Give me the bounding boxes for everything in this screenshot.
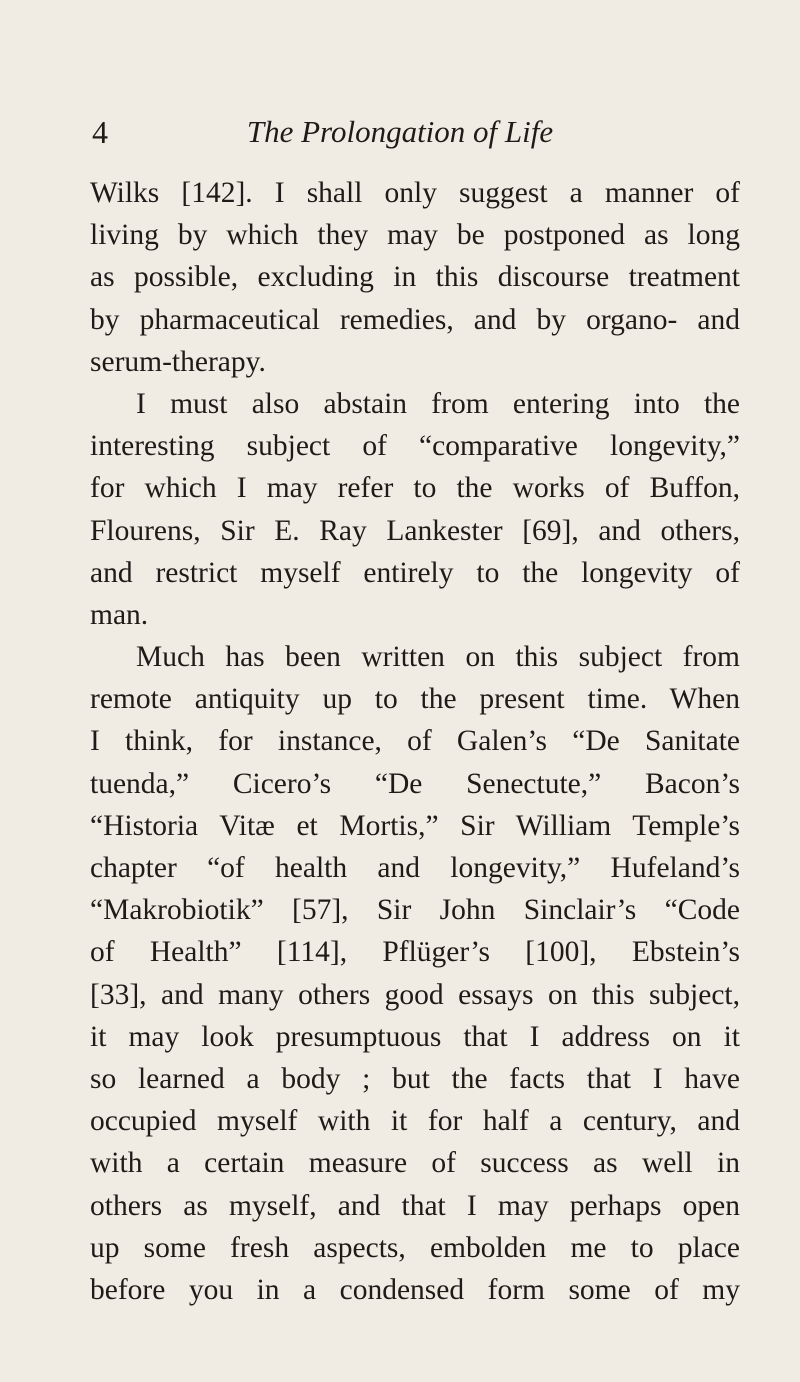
text-line: for which I may refer to the works of Buffon, <box>90 472 740 505</box>
text-line: it may look presumptuous that I address on it <box>90 1020 740 1053</box>
body-text <box>90 172 740 1311</box>
text-line: and restrict myself entirely to the longevity of <box>90 556 740 589</box>
text-line: as possible, excluding in this discourse treatment <box>90 261 740 294</box>
text-line: I must also abstain from entering into the <box>136 387 740 420</box>
text-line: before you in a condensed form some of my <box>90 1273 740 1306</box>
text-line: chapter “of health and longevity,” Hufeland’s <box>90 852 740 884</box>
text-line: Wilks [142]. I shall only suggest a manner of <box>90 177 740 209</box>
text-line: occupied myself with it for half a century, and <box>90 1105 740 1138</box>
text-line: Flourens, Sir E. Ray Lankester [69], and others, <box>90 514 740 547</box>
text-line: tuenda,” Cicero’s “De Senectute,” Bacon’s <box>90 767 740 800</box>
text-line: living by which they may be postponed as long <box>90 219 740 252</box>
text-line: by pharmaceutical remedies, and by organo- and <box>90 303 740 336</box>
running-title: The Prolongation of Life <box>246 114 554 149</box>
page-header <box>0 112 800 152</box>
text-line: so learned a body ; but the facts that I have <box>90 1062 740 1095</box>
text-line: up some fresh aspects, embolden me to place <box>90 1231 740 1264</box>
text-line: “Makrobiotik” [57], Sir John Sinclair’s “Code <box>90 894 740 927</box>
text-line: with a certain measure of success as well in <box>90 1147 740 1180</box>
text-line: “Historia Vitæ et Mortis,” Sir William Temple’s <box>90 809 740 842</box>
page-number: 4 <box>92 114 108 150</box>
text-line: Much has been written on this subject from <box>136 641 740 674</box>
text-line: man. <box>90 598 149 631</box>
text-line: of Health” [114], Pflüger’s [100], Ebstein’s <box>90 936 740 969</box>
text-line: others as myself, and that I may perhaps open <box>90 1189 740 1222</box>
text-line: serum-therapy. <box>90 345 266 378</box>
text-line: remote antiquity up to the present time. When <box>90 683 740 716</box>
text-line: [33], and many others good essays on this subject, <box>90 978 740 1011</box>
text-line: interesting subject of “comparative longevity,” <box>90 430 740 463</box>
text-line: I think, for instance, of Galen’s “De Sanitate <box>90 725 740 758</box>
